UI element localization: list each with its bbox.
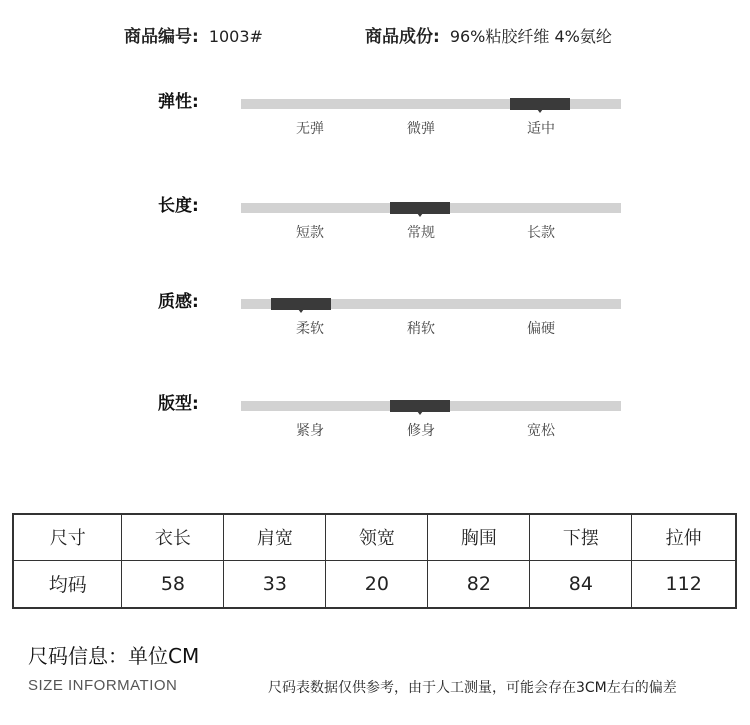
attribute-option: 常规	[407, 225, 435, 241]
attribute-row	[0, 196, 750, 263]
size-info-note: 尺码表数据仅供参考，由于人工测量，可能会存在3CM左右的偏差	[268, 680, 677, 696]
attribute-row	[0, 92, 750, 159]
size-table-header-row	[13, 514, 736, 560]
attribute-marker	[510, 98, 570, 110]
size-table-cell: 58	[122, 560, 224, 608]
size-table-header-cell: 胸围	[428, 514, 530, 560]
size-table-cell: 20	[326, 560, 428, 608]
attribute-label: 长度:	[158, 196, 199, 216]
attribute-row	[0, 292, 750, 359]
attribute-option: 偏硬	[527, 321, 555, 337]
attribute-marker	[390, 202, 450, 214]
size-table-header-cell: 拉伸	[632, 514, 736, 560]
size-table-row	[13, 560, 736, 608]
attribute-option: 适中	[527, 121, 555, 137]
size-table	[12, 513, 737, 609]
product-code	[124, 22, 263, 47]
attribute-option: 短款	[296, 225, 324, 241]
size-info-title: 尺码信息：单位CM	[28, 644, 200, 668]
attribute-label: 弹性:	[158, 92, 199, 112]
product-code-value: 1003#	[208, 27, 263, 46]
attribute-option: 稍软	[407, 321, 435, 337]
attribute-option: 长款	[527, 225, 555, 241]
attribute-label: 版型:	[158, 394, 199, 414]
size-table-cell: 112	[632, 560, 736, 608]
size-table-cell: 均码	[13, 560, 122, 608]
size-table-cell: 33	[224, 560, 326, 608]
size-table-header-cell: 下摆	[530, 514, 632, 560]
size-table-header-cell: 领宽	[326, 514, 428, 560]
attribute-option: 柔软	[296, 321, 324, 337]
attribute-option: 微弹	[407, 121, 435, 137]
size-info-subtitle: SIZE INFORMATION	[28, 677, 178, 694]
size-table-cell: 84	[530, 560, 632, 608]
attribute-marker	[271, 298, 331, 310]
product-material-value: 96%粘胶纤维 4%氨纶	[449, 27, 612, 46]
size-table-cell: 82	[428, 560, 530, 608]
attribute-option: 修身	[407, 423, 435, 439]
attribute-row	[0, 394, 750, 461]
attribute-label: 质感:	[158, 292, 199, 312]
attribute-marker	[390, 400, 450, 412]
attribute-option: 无弹	[296, 121, 324, 137]
attribute-option: 紧身	[296, 423, 324, 439]
size-table-header-cell: 尺寸	[13, 514, 122, 560]
attribute-option: 宽松	[527, 423, 555, 439]
product-code-label: 商品编号:	[124, 27, 199, 47]
product-material-label: 商品成份:	[365, 27, 440, 47]
size-table-header-cell: 肩宽	[224, 514, 326, 560]
product-material	[365, 22, 612, 47]
size-table-header-cell: 衣长	[122, 514, 224, 560]
